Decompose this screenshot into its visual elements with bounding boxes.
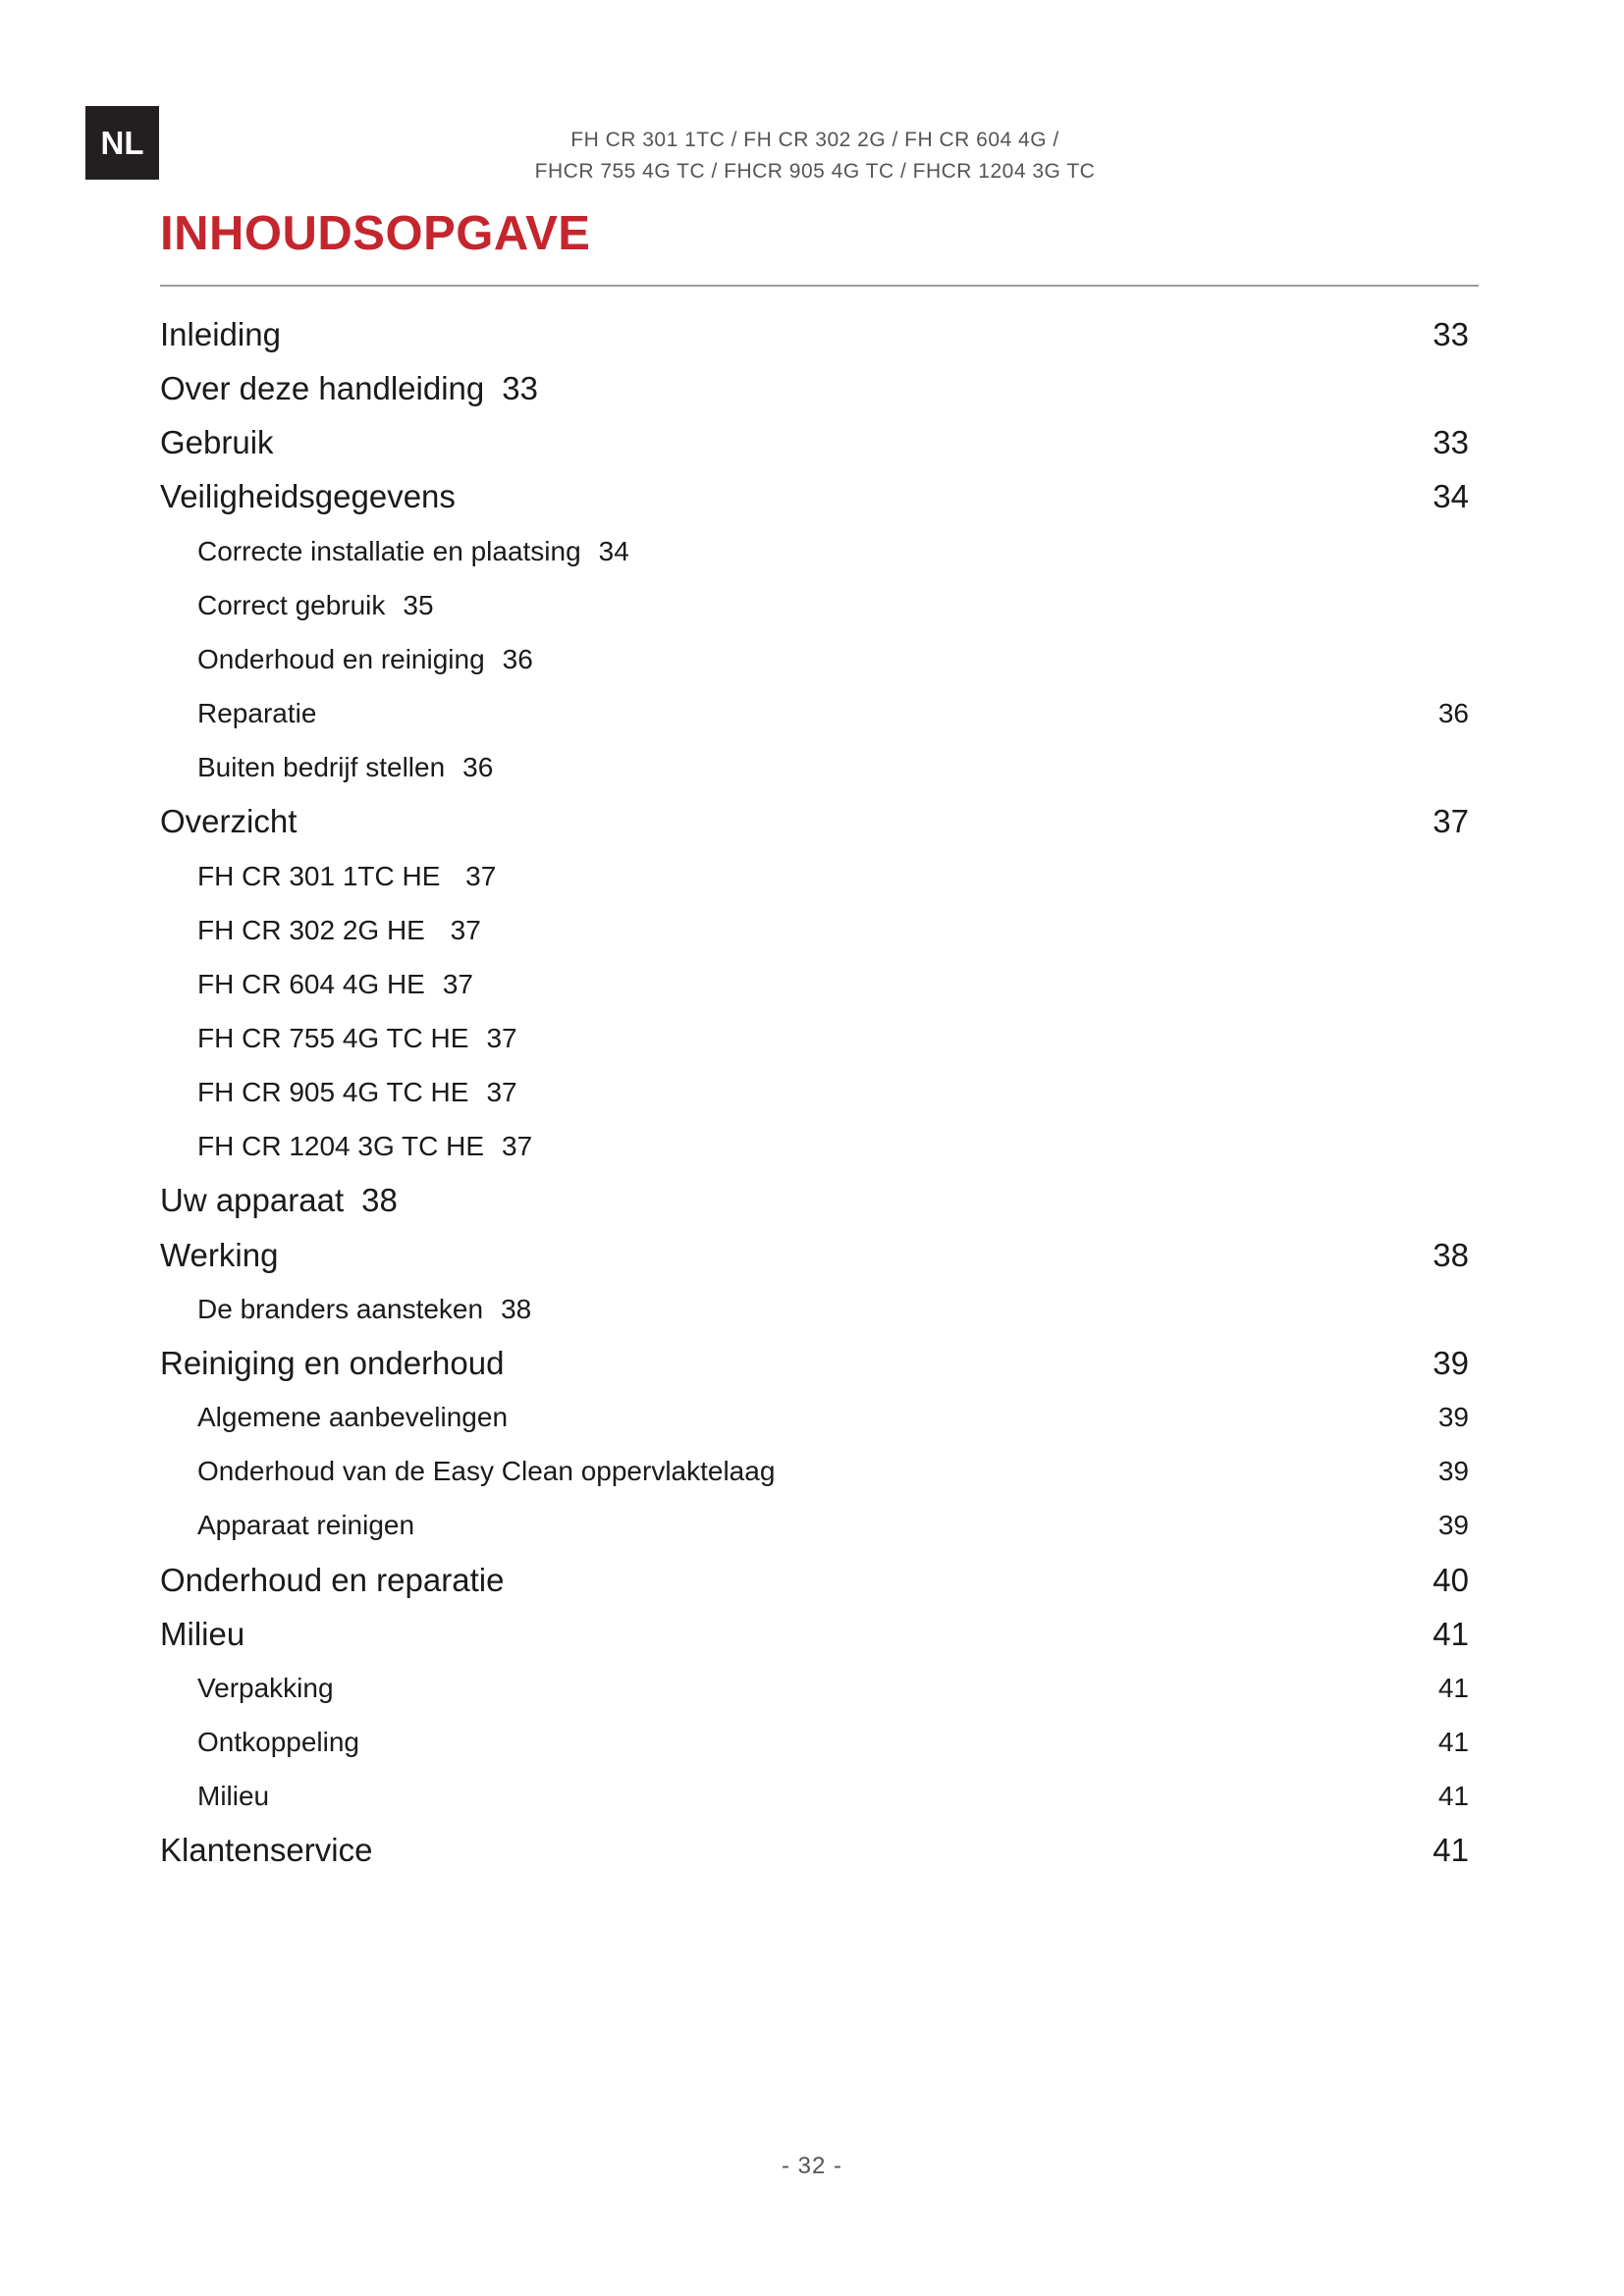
toc-entry-algemene-aanbevelingen[interactable]: Algemene aanbevelingen 39 — [197, 1402, 1469, 1432]
toc-entry-onderhoud-en-reparatie[interactable]: Onderhoud en reparatie 40 — [160, 1562, 1469, 1598]
toc-entry-inleiding[interactable]: Inleiding 33 — [160, 316, 1469, 352]
toc-entry-model-1204[interactable]: FH CR 1204 3G TC HE 37 — [197, 1131, 533, 1161]
toc-entry-veiligheidsgegevens[interactable]: Veiligheidsgegevens 34 — [160, 478, 1469, 514]
toc-entry-klantenservice[interactable]: Klantenservice 41 — [160, 1832, 1469, 1868]
language-badge: NL — [85, 106, 159, 180]
toc-entry-werking[interactable]: Werking 38 — [160, 1237, 1469, 1273]
toc-entry-model-302[interactable]: FH CR 302 2G HE 37 — [197, 915, 481, 945]
toc-entry-verpakking[interactable]: Verpakking 41 — [197, 1673, 1469, 1703]
model-list — [422, 125, 1208, 187]
model-list-line-2: FHCR 755 4G TC / FHCR 905 4G TC / FHCR 1204 3G TC — [534, 160, 1096, 183]
toc-entry-model-755[interactable]: FH CR 755 4G TC HE 37 — [197, 1023, 517, 1053]
page-title: INHOUDSOPGAVE — [160, 207, 591, 260]
toc-entry-over-deze-handleiding[interactable]: Over deze handleiding 33 — [160, 370, 538, 406]
toc-entry-uw-apparaat[interactable]: Uw apparaat 38 — [160, 1182, 398, 1218]
toc-entry-apparaat-reinigen[interactable]: Apparaat reinigen 39 — [197, 1510, 1469, 1540]
toc-entry-ontkoppeling[interactable]: Ontkoppeling 41 — [197, 1727, 1469, 1757]
model-list-line-1: FH CR 301 1TC / FH CR 302 2G / FH CR 604 4G / — [570, 129, 1059, 151]
toc-entry-easy-clean[interactable]: Onderhoud van de Easy Clean oppervlaktelaag 39 — [197, 1456, 1469, 1486]
toc-entry-model-604[interactable]: FH CR 604 4G HE 37 — [197, 969, 474, 999]
toc-entry-gebruik[interactable]: Gebruik 33 — [160, 424, 1469, 460]
toc-entry-onderhoud-en-reiniging[interactable]: Onderhoud en reiniging 36 — [197, 644, 533, 674]
toc-entry-reiniging-en-onderhoud[interactable]: Reiniging en onderhoud 39 — [160, 1345, 1469, 1381]
title-divider — [160, 285, 1479, 287]
toc-entry-buiten-bedrijf-stellen[interactable]: Buiten bedrijf stellen 36 — [197, 752, 494, 782]
toc-entry-model-905[interactable]: FH CR 905 4G TC HE 37 — [197, 1077, 517, 1107]
page-number: - 32 - — [781, 2153, 842, 2179]
toc-entry-model-301[interactable]: FH CR 301 1TC HE 37 — [197, 861, 497, 891]
toc-entry-correcte-installatie[interactable]: Correcte installatie en plaatsing 34 — [197, 536, 629, 566]
toc-entry-milieu[interactable]: Milieu 41 — [160, 1616, 1469, 1652]
toc-entry-overzicht[interactable]: Overzicht 37 — [160, 803, 1469, 839]
toc-entry-reparatie[interactable]: Reparatie 36 — [197, 698, 1469, 728]
toc-entry-milieu-sub[interactable]: Milieu 41 — [197, 1781, 1469, 1811]
toc-entry-branders-aansteken[interactable]: De branders aansteken 38 — [197, 1294, 532, 1324]
toc-entry-correct-gebruik[interactable]: Correct gebruik 35 — [197, 590, 434, 620]
